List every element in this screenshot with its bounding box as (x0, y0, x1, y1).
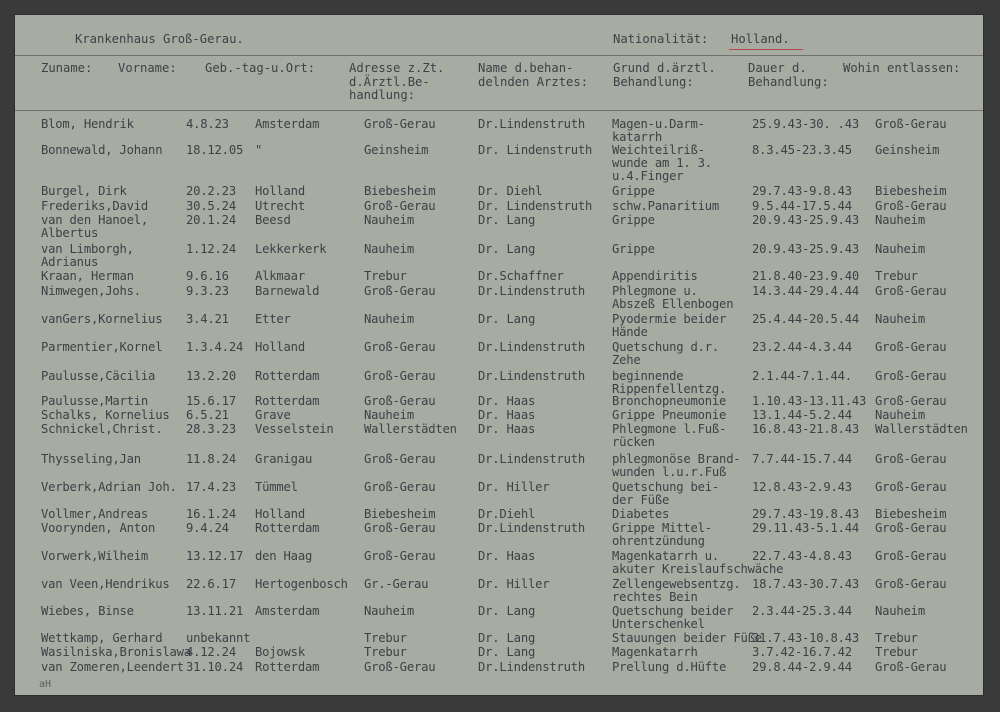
row-23-arzt: Dr. Lang (478, 645, 536, 659)
row-2-grund: Weichteilriß- wunde am 1. 3. u.4.Finger (612, 143, 712, 183)
row-22-name: Wettkamp, Gerhard (41, 631, 163, 645)
row-24-ort: Rotterdam (255, 660, 320, 674)
row-3-geb: 20.2.23 (186, 184, 236, 198)
row-12-dauer: 1.10.43-13.11.43 (752, 394, 867, 408)
row-10-adresse: Groß-Gerau (364, 340, 436, 354)
row-14-adresse: Wallerstädten (364, 422, 457, 436)
row-13-name: Schalks, Kornelius (41, 408, 170, 422)
row-22-dauer: 31.7.43-10.8.43 (752, 631, 860, 645)
row-16-arzt: Dr. Hiller (478, 480, 550, 494)
row-24-name: van Zomeren,Leendert (41, 660, 184, 674)
row-14-wohin: Wallerstädten (875, 422, 968, 436)
row-8-grund: Phlegmone u. Abszeß Ellenbogen (612, 284, 734, 311)
row-13-ort: Grave (255, 408, 291, 422)
row-4-grund: schw.Panaritium (612, 199, 720, 213)
row-2-name: Bonnewald, Johann (41, 143, 163, 157)
row-15-dauer: 7.7.44-15.7.44 (752, 452, 852, 466)
row-23-ort: Bojowsk (255, 645, 305, 659)
row-5-dauer: 20.9.43-25.9.43 (752, 213, 860, 227)
row-13-adresse: Nauheim (364, 408, 414, 422)
row-1-adresse: Groß-Gerau (364, 117, 436, 131)
corner-mark: aH (39, 679, 52, 690)
row-4-wohin: Groß-Gerau (875, 199, 947, 213)
row-24-dauer: 29.8.44-2.9.44 (752, 660, 852, 674)
row-10-wohin: Groß-Gerau (875, 340, 947, 354)
row-19-grund: Magenkatarrh u. akuter Kreislaufschwäche (612, 549, 784, 576)
row-18-name: Voorynden, Anton (41, 521, 156, 535)
row-5-geb: 20.1.24 (186, 213, 236, 227)
row-5-name: van den Hanoel, Albertus (41, 213, 149, 240)
col-zuname: Zuname: (41, 61, 93, 75)
row-15-ort: Granigau (255, 452, 313, 466)
row-24-adresse: Groß-Gerau (364, 660, 436, 674)
row-23-name: Wasilniska,Bronislawa (41, 645, 191, 659)
row-20-dauer: 18.7.43-30.7.43 (752, 577, 860, 591)
row-14-name: Schnickel,Christ. (41, 422, 163, 436)
row-21-adresse: Nauheim (364, 604, 414, 618)
row-22-geb: unbekannt (186, 631, 251, 645)
row-9-ort: Etter (255, 312, 291, 326)
row-22-grund: Stauungen beider Füße (612, 631, 762, 645)
row-10-grund: Quetschung d.r. Zehe (612, 340, 720, 367)
row-4-adresse: Groß-Gerau (364, 199, 436, 213)
row-11-geb: 13.2.20 (186, 369, 236, 383)
row-15-wohin: Groß-Gerau (875, 452, 947, 466)
row-7-grund: Appendiritis (612, 269, 698, 283)
row-19-wohin: Groß-Gerau (875, 549, 947, 563)
row-7-arzt: Dr.Schaffner (478, 269, 564, 283)
row-21-grund: Quetschung beider Unterschenkel (612, 604, 734, 631)
row-19-arzt: Dr. Haas (478, 549, 536, 563)
row-5-adresse: Nauheim (364, 213, 414, 227)
row-11-name: Paulusse,Cäcilia (41, 369, 156, 383)
row-2-adresse: Geinsheim (364, 143, 429, 157)
row-4-arzt: Dr. Lindenstruth (478, 199, 593, 213)
col-adresse: Adresse z.Zt. d.Ärztl.Be- handlung: (349, 61, 445, 102)
row-7-ort: Alkmaar (255, 269, 305, 283)
row-19-adresse: Groß-Gerau (364, 549, 436, 563)
row-17-geb: 16.1.24 (186, 507, 236, 521)
row-1-wohin: Groß-Gerau (875, 117, 947, 131)
row-7-name: Kraan, Herman (41, 269, 134, 283)
row-5-wohin: Nauheim (875, 213, 925, 227)
row-2-geb: 18.12.05 (186, 143, 244, 157)
row-4-name: Frederiks,David (41, 199, 149, 213)
row-10-name: Parmentier,Kornel (41, 340, 163, 354)
document-sheet (15, 15, 983, 695)
row-16-grund: Quetschung bei- der Füße (612, 480, 720, 507)
header-rule-top (15, 55, 983, 56)
row-21-geb: 13.11.21 (186, 604, 244, 618)
row-11-ort: Rotterdam (255, 369, 320, 383)
row-7-adresse: Trebur (364, 269, 407, 283)
row-15-adresse: Groß-Gerau (364, 452, 436, 466)
row-6-adresse: Nauheim (364, 242, 414, 256)
row-16-adresse: Groß-Gerau (364, 480, 436, 494)
row-24-wohin: Groß-Gerau (875, 660, 947, 674)
row-18-dauer: 29.11.43-5.1.44 (752, 521, 860, 535)
row-17-adresse: Biebesheim (364, 507, 436, 521)
row-10-arzt: Dr.Lindenstruth (478, 340, 586, 354)
row-8-arzt: Dr.Lindenstruth (478, 284, 586, 298)
row-9-dauer: 25.4.44-20.5.44 (752, 312, 860, 326)
row-10-geb: 1.3.4.24 (186, 340, 244, 354)
row-2-arzt: Dr. Lindenstruth (478, 143, 593, 157)
row-9-adresse: Nauheim (364, 312, 414, 326)
row-20-ort: Hertogenbosch (255, 577, 348, 591)
row-13-wohin: Nauheim (875, 408, 925, 422)
row-24-arzt: Dr.Lindenstruth (478, 660, 586, 674)
row-23-dauer: 3.7.42-16.7.42 (752, 645, 852, 659)
row-16-dauer: 12.8.43-2.9.43 (752, 480, 852, 494)
row-12-ort: Rotterdam (255, 394, 320, 408)
row-18-adresse: Groß-Gerau (364, 521, 436, 535)
row-7-dauer: 21.8.40-23.9.40 (752, 269, 860, 283)
row-21-ort: Amsterdam (255, 604, 320, 618)
row-23-grund: Magenkatarrh (612, 645, 698, 659)
row-18-ort: Rotterdam (255, 521, 320, 535)
row-6-arzt: Dr. Lang (478, 242, 536, 256)
col-wohin: Wohin entlassen: (843, 61, 961, 75)
row-13-grund: Grippe Pneumonie (612, 408, 727, 422)
row-1-name: Blom, Hendrik (41, 117, 134, 131)
row-21-wohin: Nauheim (875, 604, 925, 618)
row-23-geb: 4.12.24 (186, 645, 236, 659)
row-9-arzt: Dr. Lang (478, 312, 536, 326)
row-19-ort: den Haag (255, 549, 313, 563)
row-14-grund: Phlegmone l.Fuß- rücken (612, 422, 727, 449)
nationality-value: Holland. (731, 32, 790, 46)
row-8-wohin: Groß-Gerau (875, 284, 947, 298)
row-20-arzt: Dr. Hiller (478, 577, 550, 591)
col-arzt: Name d.behan- delnden Arztes: (478, 61, 589, 89)
row-11-dauer: 2.1.44-7.1.44. (752, 369, 852, 383)
row-12-arzt: Dr. Haas (478, 394, 536, 408)
row-16-name: Verberk,Adrian Joh. (41, 480, 177, 494)
row-19-name: Vorwerk,Wilheim (41, 549, 149, 563)
row-8-geb: 9.3.23 (186, 284, 229, 298)
row-21-name: Wiebes, Binse (41, 604, 134, 618)
row-9-geb: 3.4.21 (186, 312, 229, 326)
row-14-arzt: Dr. Haas (478, 422, 536, 436)
row-2-ort: " (255, 143, 263, 157)
row-19-geb: 13.12.17 (186, 549, 244, 563)
row-1-ort: Amsterdam (255, 117, 320, 131)
row-23-wohin: Trebur (875, 645, 918, 659)
row-12-grund: Bronchopneumonie (612, 394, 727, 408)
row-1-grund: Magen-u.Darm- katarrh (612, 117, 705, 144)
row-20-grund: Zellengewebsentzg. rechtes Bein (612, 577, 741, 604)
hospital-title: Krankenhaus Groß-Gerau. (75, 32, 244, 46)
row-17-dauer: 29.7.43-19.8.43 (752, 507, 860, 521)
row-2-wohin: Geinsheim (875, 143, 940, 157)
row-3-name: Burgel, Dirk (41, 184, 127, 198)
row-5-ort: Beesd (255, 213, 291, 227)
row-12-wohin: Groß-Gerau (875, 394, 947, 408)
row-22-adresse: Trebur (364, 631, 407, 645)
row-10-ort: Holland (255, 340, 305, 354)
col-vorname: Vorname: (118, 61, 177, 75)
row-10-dauer: 23.2.44-4.3.44 (752, 340, 852, 354)
row-6-name: van Limborgh, Adrianus (41, 242, 134, 269)
row-11-arzt: Dr.Lindenstruth (478, 369, 586, 383)
row-7-geb: 9.6.16 (186, 269, 229, 283)
row-20-wohin: Groß-Gerau (875, 577, 947, 591)
row-8-dauer: 14.3.44-29.4.44 (752, 284, 860, 298)
row-13-arzt: Dr. Haas (478, 408, 536, 422)
row-6-wohin: Nauheim (875, 242, 925, 256)
col-grund: Grund d.ärztl. Behandlung: (613, 61, 716, 89)
row-5-grund: Grippe (612, 213, 655, 227)
row-16-ort: Tümmel (255, 480, 298, 494)
row-18-wohin: Groß-Gerau (875, 521, 947, 535)
row-17-ort: Holland (255, 507, 305, 521)
row-8-adresse: Groß-Gerau (364, 284, 436, 298)
row-22-arzt: Dr. Lang (478, 631, 536, 645)
row-9-name: vanGers,Kornelius (41, 312, 163, 326)
row-17-wohin: Biebesheim (875, 507, 947, 521)
row-17-arzt: Dr.Diehl (478, 507, 536, 521)
row-20-name: van Veen,Hendrikus (41, 577, 170, 591)
row-18-geb: 9.4.24 (186, 521, 229, 535)
row-3-adresse: Biebesheim (364, 184, 436, 198)
col-dauer: Dauer d. Behandlung: (748, 61, 829, 89)
row-18-arzt: Dr.Lindenstruth (478, 521, 586, 535)
row-1-arzt: Dr.Lindenstruth (478, 117, 586, 131)
row-6-geb: 1.12.24 (186, 242, 236, 256)
row-9-wohin: Nauheim (875, 312, 925, 326)
row-21-dauer: 2.3.44-25.3.44 (752, 604, 852, 618)
row-14-dauer: 16.8.43-21.8.43 (752, 422, 860, 436)
row-3-dauer: 29.7.43-9.8.43 (752, 184, 852, 198)
row-11-adresse: Groß-Gerau (364, 369, 436, 383)
row-15-arzt: Dr.Lindenstruth (478, 452, 586, 466)
row-18-grund: Grippe Mittel- ohrentzündung (612, 521, 712, 548)
header-rule-bottom (15, 110, 983, 111)
row-16-wohin: Groß-Gerau (875, 480, 947, 494)
row-14-geb: 28.3.23 (186, 422, 236, 436)
row-8-ort: Barnewald (255, 284, 320, 298)
row-6-dauer: 20.9.43-25.9.43 (752, 242, 860, 256)
row-3-grund: Grippe (612, 184, 655, 198)
row-16-geb: 17.4.23 (186, 480, 236, 494)
row-12-name: Paulusse,Martin (41, 394, 149, 408)
row-23-adresse: Trebur (364, 645, 407, 659)
row-3-wohin: Biebesheim (875, 184, 947, 198)
row-6-ort: Lekkerkerk (255, 242, 327, 256)
row-9-grund: Pyodermie beider Hände (612, 312, 727, 339)
row-13-geb: 6.5.21 (186, 408, 229, 422)
row-17-grund: Diabetes (612, 507, 670, 521)
row-20-adresse: Gr.-Gerau (364, 577, 429, 591)
row-20-geb: 22.6.17 (186, 577, 236, 591)
row-4-dauer: 9.5.44-17.5.44 (752, 199, 852, 213)
row-1-geb: 4.8.23 (186, 117, 229, 131)
row-5-arzt: Dr. Lang (478, 213, 536, 227)
row-12-adresse: Groß-Gerau (364, 394, 436, 408)
row-8-name: Nimwegen,Johs. (41, 284, 141, 298)
row-2-dauer: 8.3.45-23.3.45 (752, 143, 852, 157)
row-4-geb: 30.5.24 (186, 199, 236, 213)
row-24-geb: 31.10.24 (186, 660, 244, 674)
row-7-wohin: Trebur (875, 269, 918, 283)
row-1-dauer: 25.9.43-30. .43 (752, 117, 860, 131)
row-21-arzt: Dr. Lang (478, 604, 536, 618)
row-3-ort: Holland (255, 184, 305, 198)
row-17-name: Vollmer,Andreas (41, 507, 149, 521)
nationality-label: Nationalität: (613, 32, 709, 46)
row-15-grund: phlegmonöse Brand- wunden l.u.r.Fuß (612, 452, 741, 479)
col-geb: Geb.-tag-u.Ort: (205, 61, 316, 75)
row-11-grund: beginnende Rippenfellentzg. (612, 369, 727, 396)
row-4-ort: Utrecht (255, 199, 305, 213)
row-12-geb: 15.6.17 (186, 394, 236, 408)
row-14-ort: Vesselstein (255, 422, 334, 436)
row-19-dauer: 22.7.43-4.8.43 (752, 549, 852, 563)
nationality-underline (729, 49, 803, 50)
row-22-wohin: Trebur (875, 631, 918, 645)
row-15-name: Thysseling,Jan (41, 452, 141, 466)
row-11-wohin: Groß-Gerau (875, 369, 947, 383)
row-3-arzt: Dr. Diehl (478, 184, 543, 198)
row-24-grund: Prellung d.Hüfte (612, 660, 727, 674)
row-6-grund: Grippe (612, 242, 655, 256)
row-13-dauer: 13.1.44-5.2.44 (752, 408, 852, 422)
row-15-geb: 11.8.24 (186, 452, 236, 466)
